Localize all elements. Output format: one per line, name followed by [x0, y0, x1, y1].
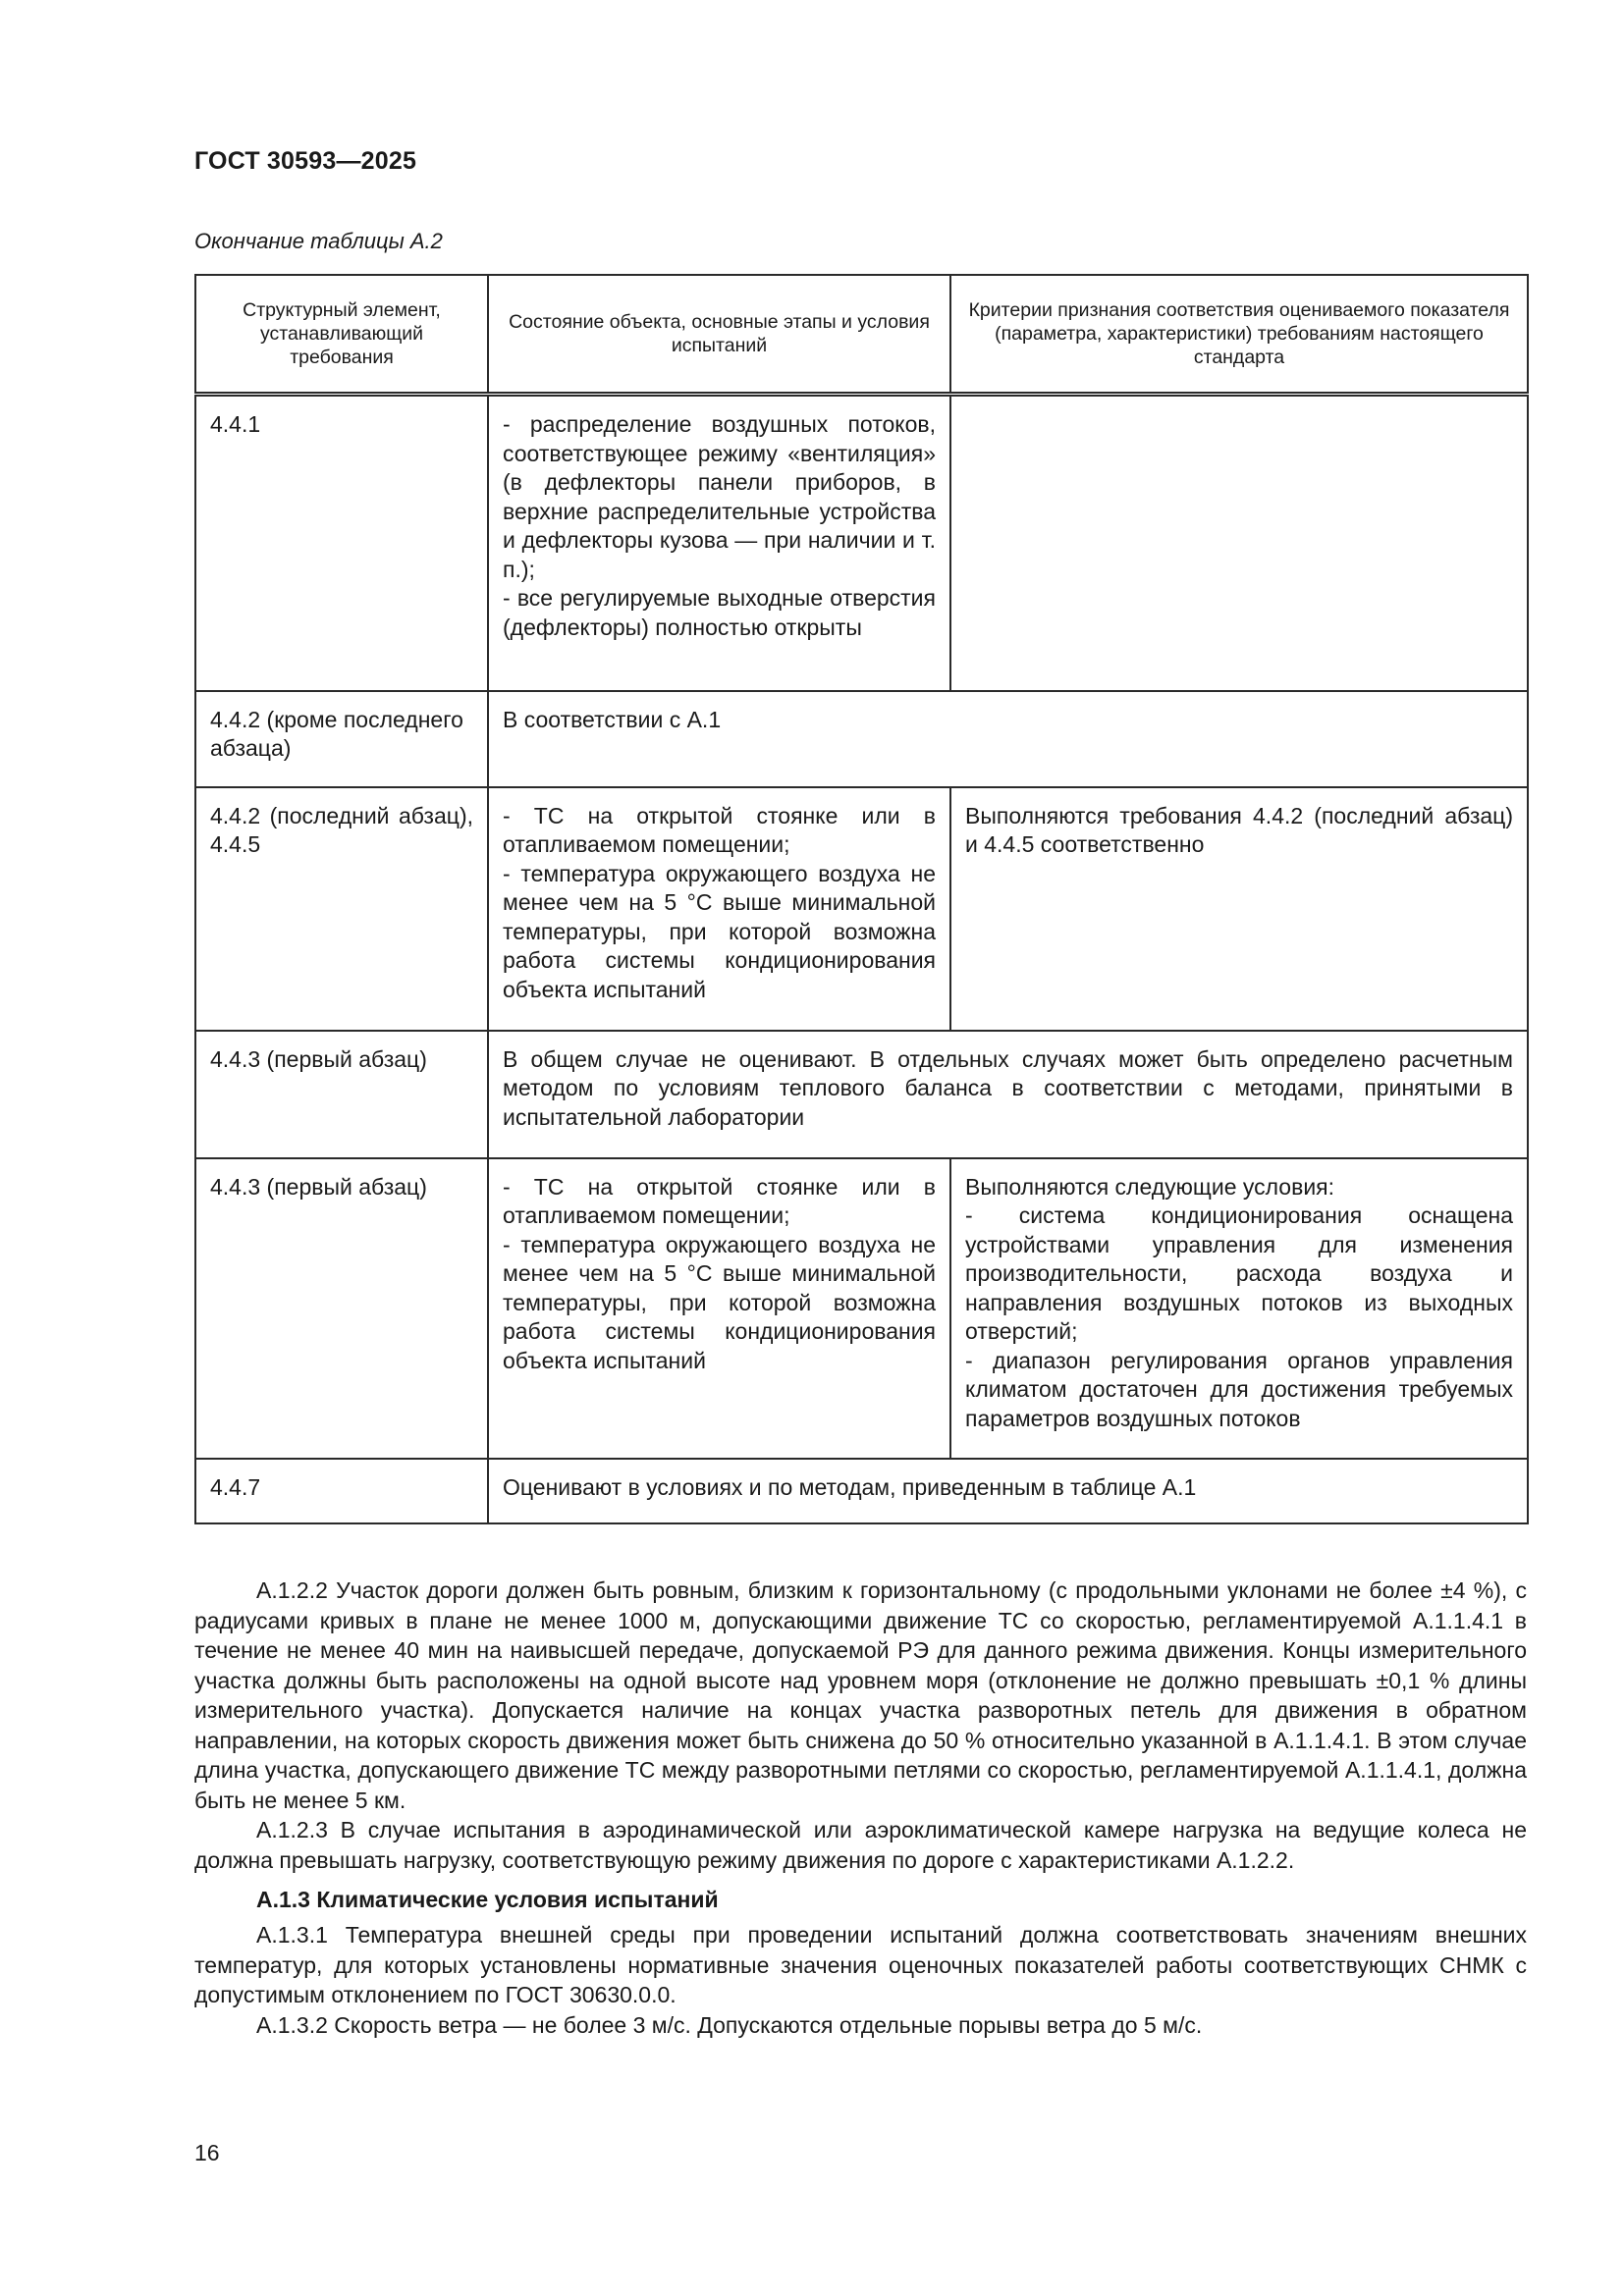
- cell-element: 4.4.1: [195, 395, 488, 691]
- requirements-table: [194, 274, 1529, 1524]
- cell-condition: - распределение воздушных потоков, соответствующее режиму «вентиляция» (в дефлекторы панели приборов, в верхние распределительные устройства и дефлекторы кузова — при наличии и т. п.); - все регулируемые выходные отверстия (дефлекторы) полностью открыты: [488, 395, 950, 691]
- paragraph-a122: А.1.2.2 Участок дороги должен быть ровным, близким к горизонтальному (с продольными уклонами не более ±4 %), с радиусами кривых в плане не менее 1000 м, допускающими движение ТС со скоростью, регламентируемой А.1.1.4.1 в течение не менее 40 мин на наивысшей передаче, допускаемой РЭ для данного режима движения. Концы измерительного участка должны быть расположены на одной высоте над уровнем моря (отклонение не должно превышать ±0,1 % длины измерительного участка). Допускается наличие на концах участка разворотных петель для движения в обратном направлении, на которых скорость движения может быть снижена до 50 % относительно указанной в А.1.1.4.1. В этом случае длина участка, допускающего движение ТС между разворотными петлями со скоростью, регламентируемой А.1.1.4.1, должна быть не менее 5 км.: [194, 1577, 1527, 1813]
- cell-merged: В соответствии с А.1: [488, 691, 1528, 787]
- table-row: [195, 1031, 1528, 1158]
- table-row: [195, 787, 1528, 1031]
- cell-merged: В общем случае не оценивают. В отдельных случаях может быть определено расчетным методом по условиям теплового баланса в соответствии с методами, принятыми в испытательной лаборатории: [488, 1031, 1528, 1158]
- body-text: [194, 1575, 1527, 2040]
- cell-criteria: [950, 395, 1528, 691]
- cell-element: 4.4.3 (первый абзац): [195, 1158, 488, 1459]
- table-header-row: [195, 275, 1528, 395]
- paragraph-a132: А.1.3.2 Скорость ветра — не более 3 м/с. Допускаются отдельные порывы ветра до 5 м/с.: [256, 2011, 1203, 2038]
- section-heading-a13: А.1.3 Климатические условия испытаний: [256, 1887, 719, 1912]
- cell-condition: - ТС на открытой стоянке или в отапливаемом помещении; - температура окружающего воздуха не менее чем на 5 °С выше минимальной температуры, при которой возможна работа системы кондиционирования объекта испытаний: [488, 787, 950, 1031]
- cell-element: 4.4.2 (последний абзац), 4.4.5: [195, 787, 488, 1031]
- cell-condition: - ТС на открытой стоянке или в отапливаемом помещении; - температура окружающего воздуха не менее чем на 5 °С выше минимальной температуры, при которой возможна работа системы кондиционирования объекта испытаний: [488, 1158, 950, 1459]
- column-header-element: Структурный элемент, устанавливающий требования: [195, 275, 488, 395]
- paragraph-a123: А.1.2.3 В случае испытания в аэродинамической или аэроклиматической камере нагрузка на ведущие колеса не должна превышать нагрузку, соответствующую режиму движения по дороге с характеристиками А.1.2.2.: [194, 1817, 1527, 1873]
- table-row: [195, 1158, 1528, 1459]
- document-header: ГОСТ 30593—2025: [194, 147, 417, 175]
- paragraph-a131: А.1.3.1 Температура внешней среды при проведении испытаний должна соответствовать значениям внешних температур, для которых установлены нормативные значения оценочных показателей работы соответствующих СНМК с допустимым отклонением по ГОСТ 30630.0.0.: [194, 1922, 1527, 2007]
- cell-criteria: Выполняются требования 4.4.2 (последний абзац) и 4.4.5 соответственно: [950, 787, 1528, 1031]
- cell-merged: Оценивают в условиях и по методам, приведенным в таблице А.1: [488, 1459, 1528, 1523]
- cell-element: 4.4.7: [195, 1459, 488, 1523]
- table-caption: Окончание таблицы А.2: [194, 229, 443, 253]
- page-number: 16: [194, 2140, 220, 2165]
- table-row: [195, 395, 1528, 691]
- cell-criteria: Выполняются следующие условия: - система кондиционирования оснащена устройствами управления для изменения производительности, расхода воздуха и направления воздушных потоков из выходных отверстий; - диапазон регулирования органов управления климатом достаточен для достижения требуемых параметров воздушных потоков: [950, 1158, 1528, 1459]
- table-row: [195, 1459, 1528, 1523]
- table-row: [195, 691, 1528, 787]
- column-header-condition: Состояние объекта, основные этапы и условия испытаний: [488, 275, 950, 395]
- cell-element: 4.4.3 (первый абзац): [195, 1031, 488, 1158]
- cell-element: 4.4.2 (кроме последнего абзаца): [195, 691, 488, 787]
- column-header-criteria: Критерии признания соответствия оцениваемого показателя (параметра, характеристики) требованиям настоящего стандарта: [950, 275, 1528, 395]
